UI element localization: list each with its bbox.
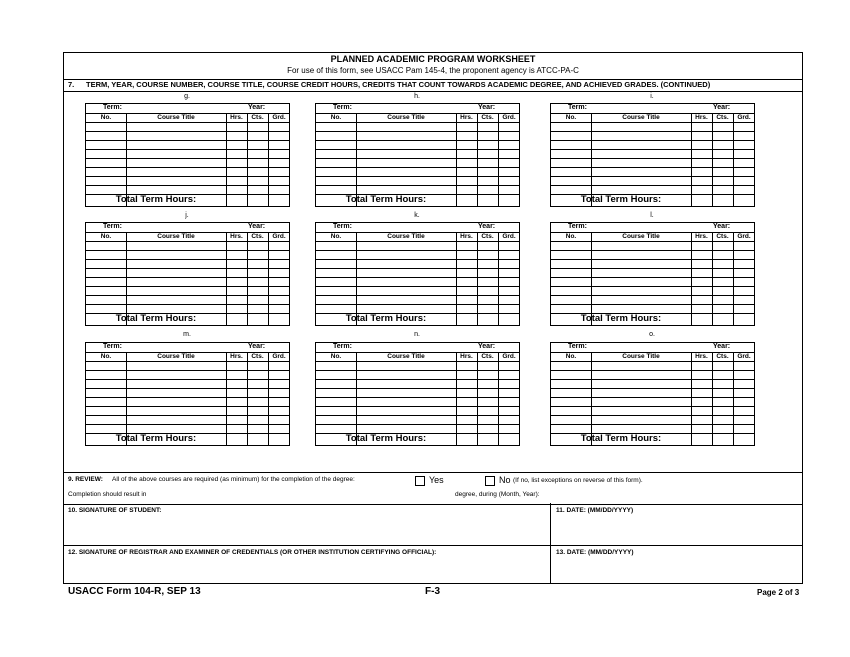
course-row[interactable] bbox=[316, 185, 519, 186]
term-label: Term: bbox=[568, 343, 587, 350]
course-row[interactable] bbox=[316, 167, 519, 168]
course-row[interactable] bbox=[551, 424, 754, 425]
col-no: No. bbox=[330, 233, 342, 240]
col-grd: Grd. bbox=[737, 114, 751, 121]
col-course-title: Course Title bbox=[157, 114, 195, 121]
col-cts: Cts. bbox=[481, 353, 494, 360]
course-row[interactable] bbox=[551, 406, 754, 407]
column-line bbox=[247, 352, 248, 445]
course-row[interactable] bbox=[551, 131, 754, 132]
course-row[interactable] bbox=[551, 149, 754, 150]
block-letter: n. bbox=[414, 331, 420, 338]
section-7-label: TERM, YEAR, COURSE NUMBER, COURSE TITLE, COURSE CREDIT HOURS, CREDITS THAT COUNT TOWARDS ACADEMIC DEGREE, AND ACHIEVED GRADES. (CONTINUED) bbox=[86, 80, 711, 89]
course-row[interactable] bbox=[316, 277, 519, 278]
no-note: (If no, list exceptions on reverse of this form). bbox=[513, 477, 643, 484]
year-label: Year: bbox=[478, 223, 496, 230]
col-no: No. bbox=[100, 353, 112, 360]
col-cts: Cts. bbox=[251, 353, 264, 360]
course-row[interactable] bbox=[316, 286, 519, 287]
col-hrs: Hrs. bbox=[460, 353, 473, 360]
col-grd: Grd. bbox=[272, 353, 286, 360]
year-label: Year: bbox=[478, 343, 496, 350]
column-line bbox=[477, 352, 478, 445]
course-row[interactable] bbox=[86, 379, 289, 380]
course-row[interactable] bbox=[316, 361, 519, 362]
course-row[interactable] bbox=[86, 241, 289, 242]
column-line bbox=[247, 232, 248, 325]
page-code: F-3 bbox=[425, 586, 440, 597]
course-row[interactable] bbox=[86, 140, 289, 141]
completion-label: Completion should result in bbox=[68, 491, 147, 498]
course-row[interactable] bbox=[86, 286, 289, 287]
year-label: Year: bbox=[248, 223, 266, 230]
total-term-hours-label: Total Term Hours: bbox=[580, 313, 662, 324]
course-row[interactable] bbox=[316, 370, 519, 371]
course-row[interactable] bbox=[551, 397, 754, 398]
col-no: No. bbox=[565, 353, 577, 360]
course-row[interactable] bbox=[551, 250, 754, 251]
total-term-hours-label: Total Term Hours: bbox=[115, 433, 197, 444]
col-hrs: Hrs. bbox=[460, 233, 473, 240]
year-label: Year: bbox=[713, 104, 731, 111]
term-block bbox=[315, 342, 520, 446]
degree-during-label: degree, during (Month, Year): bbox=[455, 491, 540, 498]
column-line bbox=[226, 352, 227, 445]
total-term-hours-label: Total Term Hours: bbox=[345, 194, 427, 205]
column-line bbox=[733, 232, 734, 325]
course-row[interactable] bbox=[551, 304, 754, 305]
column-line bbox=[226, 113, 227, 206]
course-row[interactable] bbox=[316, 295, 519, 296]
col-course-title: Course Title bbox=[157, 353, 195, 360]
term-label: Term: bbox=[103, 104, 122, 111]
column-line bbox=[226, 232, 227, 325]
section-7-header bbox=[64, 79, 802, 92]
course-row[interactable] bbox=[551, 268, 754, 269]
student-date-label: 11. DATE: (MM/DD/YYYY) bbox=[556, 507, 634, 514]
year-label: Year: bbox=[248, 343, 266, 350]
no-label: No bbox=[499, 475, 511, 485]
course-row[interactable] bbox=[86, 304, 289, 305]
course-row[interactable] bbox=[551, 122, 754, 123]
course-row[interactable] bbox=[551, 370, 754, 371]
column-line bbox=[733, 352, 734, 445]
col-cts: Cts. bbox=[716, 353, 729, 360]
term-block bbox=[550, 342, 755, 446]
column-line bbox=[456, 352, 457, 445]
course-row[interactable] bbox=[316, 415, 519, 416]
course-row[interactable] bbox=[551, 295, 754, 296]
course-row[interactable] bbox=[86, 167, 289, 168]
course-row[interactable] bbox=[316, 122, 519, 123]
total-term-hours-label: Total Term Hours: bbox=[580, 194, 662, 205]
registrar-date-label: 13. DATE: (MM/DD/YYYY) bbox=[556, 549, 634, 556]
course-row[interactable] bbox=[316, 149, 519, 150]
column-line bbox=[498, 352, 499, 445]
course-row[interactable] bbox=[86, 268, 289, 269]
course-row[interactable] bbox=[316, 131, 519, 132]
course-row[interactable] bbox=[86, 415, 289, 416]
course-row[interactable] bbox=[316, 388, 519, 389]
total-term-hours-label: Total Term Hours: bbox=[115, 194, 197, 205]
course-row[interactable] bbox=[86, 259, 289, 260]
course-row[interactable] bbox=[316, 176, 519, 177]
col-course-title: Course Title bbox=[622, 114, 660, 121]
course-row[interactable] bbox=[316, 268, 519, 269]
col-cts: Cts. bbox=[481, 114, 494, 121]
course-row[interactable] bbox=[86, 250, 289, 251]
col-no: No. bbox=[100, 114, 112, 121]
column-line bbox=[456, 232, 457, 325]
page-number: Page 2 of 3 bbox=[757, 588, 800, 597]
block-letter: h. bbox=[414, 93, 420, 100]
review-text: All of the above courses are required (as minimum) for the completion of the degree: bbox=[112, 476, 355, 483]
column-line bbox=[691, 113, 692, 206]
signature-divider bbox=[550, 545, 551, 583]
course-row[interactable] bbox=[551, 167, 754, 168]
registrar-signature-row bbox=[64, 545, 802, 583]
col-no: No. bbox=[565, 114, 577, 121]
course-row[interactable] bbox=[316, 241, 519, 242]
column-line bbox=[247, 113, 248, 206]
course-row[interactable] bbox=[86, 424, 289, 425]
block-letter: o. bbox=[649, 331, 655, 338]
course-row[interactable] bbox=[316, 259, 519, 260]
course-row[interactable] bbox=[86, 277, 289, 278]
registrar-signature-label: 12. SIGNATURE OF REGISTRAR AND EXAMINER OF CREDENTIALS (OR OTHER INSTITUTION CERTIFYING OFFICIAL): bbox=[68, 549, 437, 556]
course-row[interactable] bbox=[86, 370, 289, 371]
course-row[interactable] bbox=[551, 361, 754, 362]
col-no: No. bbox=[330, 114, 342, 121]
col-cts: Cts. bbox=[716, 114, 729, 121]
col-hrs: Hrs. bbox=[695, 233, 708, 240]
col-hrs: Hrs. bbox=[230, 353, 243, 360]
col-course-title: Course Title bbox=[387, 233, 425, 240]
block-letter: m. bbox=[183, 331, 191, 338]
column-line bbox=[691, 232, 692, 325]
year-label: Year: bbox=[713, 343, 731, 350]
course-row[interactable] bbox=[86, 122, 289, 123]
term-block bbox=[85, 222, 290, 326]
term-label: Term: bbox=[568, 104, 587, 111]
course-row[interactable] bbox=[316, 140, 519, 141]
column-line bbox=[498, 232, 499, 325]
form-title: PLANNED ACADEMIC PROGRAM WORKSHEET bbox=[330, 54, 536, 64]
course-row[interactable] bbox=[316, 304, 519, 305]
student-signature-row bbox=[64, 503, 802, 546]
col-no: No. bbox=[565, 233, 577, 240]
course-row[interactable] bbox=[316, 397, 519, 398]
col-course-title: Course Title bbox=[387, 114, 425, 121]
signature-divider bbox=[550, 503, 551, 545]
course-row[interactable] bbox=[86, 397, 289, 398]
column-line bbox=[498, 113, 499, 206]
year-label: Year: bbox=[478, 104, 496, 111]
course-row[interactable] bbox=[316, 250, 519, 251]
course-row[interactable] bbox=[551, 277, 754, 278]
col-cts: Cts. bbox=[251, 114, 264, 121]
term-label: Term: bbox=[333, 223, 352, 230]
col-cts: Cts. bbox=[251, 233, 264, 240]
form-header bbox=[64, 53, 802, 80]
term-label: Term: bbox=[333, 343, 352, 350]
col-no: No. bbox=[100, 233, 112, 240]
col-hrs: Hrs. bbox=[230, 233, 243, 240]
column-line bbox=[477, 232, 478, 325]
course-row[interactable] bbox=[86, 361, 289, 362]
course-row[interactable] bbox=[86, 406, 289, 407]
course-row[interactable] bbox=[551, 185, 754, 186]
total-term-hours-label: Total Term Hours: bbox=[115, 313, 197, 324]
course-row[interactable] bbox=[316, 158, 519, 159]
col-grd: Grd. bbox=[272, 114, 286, 121]
column-line bbox=[691, 352, 692, 445]
year-label: Year: bbox=[248, 104, 266, 111]
term-block bbox=[85, 342, 290, 446]
term-block bbox=[550, 222, 755, 326]
col-hrs: Hrs. bbox=[695, 114, 708, 121]
total-term-hours-label: Total Term Hours: bbox=[345, 313, 427, 324]
column-line bbox=[268, 352, 269, 445]
term-block bbox=[85, 103, 290, 207]
course-row[interactable] bbox=[86, 131, 289, 132]
col-cts: Cts. bbox=[481, 233, 494, 240]
yes-checkbox[interactable] bbox=[415, 476, 425, 486]
term-label: Term: bbox=[103, 343, 122, 350]
course-row[interactable] bbox=[86, 295, 289, 296]
column-line bbox=[712, 232, 713, 325]
col-grd: Grd. bbox=[737, 353, 751, 360]
section-9-review bbox=[64, 472, 802, 505]
worksheet-form bbox=[63, 52, 803, 584]
column-line bbox=[477, 113, 478, 206]
col-course-title: Course Title bbox=[157, 233, 195, 240]
course-row[interactable] bbox=[316, 424, 519, 425]
col-grd: Grd. bbox=[502, 353, 516, 360]
block-letter: l. bbox=[650, 212, 654, 219]
course-row[interactable] bbox=[86, 149, 289, 150]
block-letter: i. bbox=[650, 93, 654, 100]
course-row[interactable] bbox=[86, 388, 289, 389]
form-id: USACC Form 104-R, SEP 13 bbox=[68, 586, 201, 597]
course-row[interactable] bbox=[551, 259, 754, 260]
column-line bbox=[712, 352, 713, 445]
course-row[interactable] bbox=[551, 415, 754, 416]
col-cts: Cts. bbox=[716, 233, 729, 240]
col-grd: Grd. bbox=[737, 233, 751, 240]
review-label: 9. REVIEW: bbox=[68, 476, 103, 483]
col-grd: Grd. bbox=[502, 233, 516, 240]
term-block bbox=[315, 103, 520, 207]
course-row[interactable] bbox=[86, 158, 289, 159]
form-subtitle: For use of this form, see USACC Pam 145-4, the proponent agency is ATCC-PA-C bbox=[287, 66, 579, 75]
course-row[interactable] bbox=[551, 379, 754, 380]
col-course-title: Course Title bbox=[622, 353, 660, 360]
col-hrs: Hrs. bbox=[230, 114, 243, 121]
col-hrs: Hrs. bbox=[695, 353, 708, 360]
term-label: Term: bbox=[333, 104, 352, 111]
column-line bbox=[733, 113, 734, 206]
col-no: No. bbox=[330, 353, 342, 360]
course-row[interactable] bbox=[551, 286, 754, 287]
course-row[interactable] bbox=[551, 176, 754, 177]
student-signature-label: 10. SIGNATURE OF STUDENT: bbox=[68, 507, 162, 514]
course-row[interactable] bbox=[551, 241, 754, 242]
year-label: Year: bbox=[713, 223, 731, 230]
course-row[interactable] bbox=[551, 140, 754, 141]
no-checkbox[interactable] bbox=[485, 476, 495, 486]
block-letter: j. bbox=[185, 212, 189, 219]
col-course-title: Course Title bbox=[622, 233, 660, 240]
col-course-title: Course Title bbox=[387, 353, 425, 360]
block-letter: k. bbox=[414, 212, 420, 219]
column-line bbox=[712, 113, 713, 206]
course-row[interactable] bbox=[86, 176, 289, 177]
term-block bbox=[315, 222, 520, 326]
block-letter: g. bbox=[184, 93, 190, 100]
course-row[interactable] bbox=[551, 388, 754, 389]
total-term-hours-label: Total Term Hours: bbox=[345, 433, 427, 444]
total-term-hours-label: Total Term Hours: bbox=[580, 433, 662, 444]
course-row[interactable] bbox=[316, 406, 519, 407]
col-hrs: Hrs. bbox=[460, 114, 473, 121]
term-label: Term: bbox=[103, 223, 122, 230]
course-row[interactable] bbox=[551, 158, 754, 159]
column-line bbox=[456, 113, 457, 206]
col-grd: Grd. bbox=[272, 233, 286, 240]
column-line bbox=[268, 232, 269, 325]
course-row[interactable] bbox=[86, 185, 289, 186]
col-grd: Grd. bbox=[502, 114, 516, 121]
column-line bbox=[268, 113, 269, 206]
section-7-number: 7. bbox=[68, 80, 75, 89]
term-label: Term: bbox=[568, 223, 587, 230]
yes-label: Yes bbox=[429, 475, 444, 485]
course-row[interactable] bbox=[316, 379, 519, 380]
term-block bbox=[550, 103, 755, 207]
